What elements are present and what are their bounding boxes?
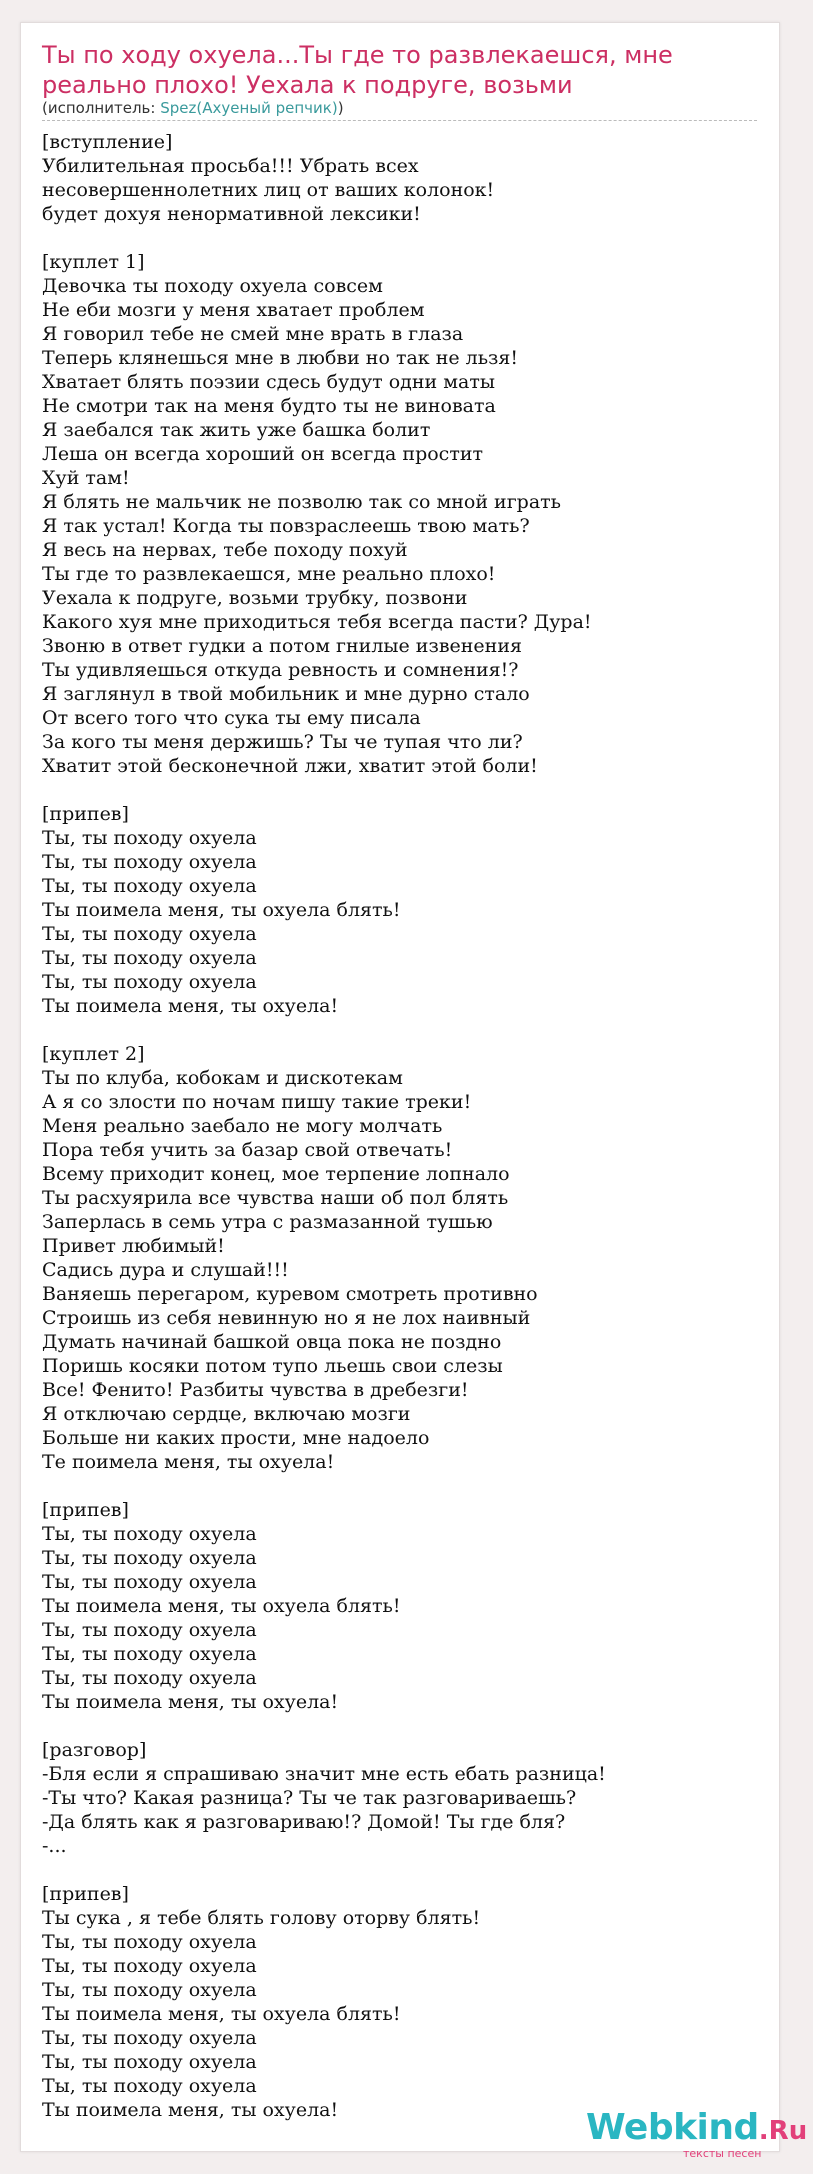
lyrics-line: [куплет 1] bbox=[42, 251, 145, 273]
lyrics-stanza bbox=[42, 130, 762, 226]
lyrics-line: Ты удивляешься откуда ревность и сомнения!? bbox=[42, 659, 519, 681]
lyrics-line: [вступление] bbox=[42, 131, 173, 153]
lyrics-line: -Ты что? Какая разница? Ты че так разговариваешь? bbox=[42, 1787, 577, 1809]
lyrics-line: Всему приходит конец, мое терпение лопнало bbox=[42, 1163, 510, 1185]
lyrics-line: Ты поимела меня, ты охуела блять! bbox=[42, 899, 401, 921]
artist-line bbox=[42, 99, 344, 117]
lyrics-line: Ты, ты походу охуела bbox=[42, 1931, 257, 1953]
lyrics-line: Ты, ты походу охуела bbox=[42, 2027, 257, 2049]
lyrics-stanza bbox=[42, 1882, 762, 2122]
lyrics-line: Ты, ты походу охуела bbox=[42, 947, 257, 969]
lyrics-line: Ты, ты походу охуела bbox=[42, 1667, 257, 1689]
lyrics-line: Строишь из себя невинную но я не лох наивный bbox=[42, 1307, 531, 1329]
lyrics-line: Думать начинай башкой овца пока не поздно bbox=[42, 1331, 502, 1353]
lyrics-line: Ты, ты походу охуела bbox=[42, 1619, 257, 1641]
lyrics-line: Ты поимела меня, ты охуела! bbox=[42, 995, 339, 1017]
lyrics-line: Заперлась в семь утра с размазанной тушью bbox=[42, 1211, 493, 1233]
lyrics-line: Ты где то развлекаешся, мне реально плохо! bbox=[42, 563, 496, 585]
lyrics-line: -Бля если я спрашиваю значит мне есть ебать разница! bbox=[42, 1763, 606, 1785]
lyrics-line: Ты, ты походу охуела bbox=[42, 1523, 257, 1545]
lyrics-line: Привет любимый! bbox=[42, 1235, 225, 1257]
lyrics-line: -Да блять как я разговариваю!? Домой! Ты где бля? bbox=[42, 1811, 566, 1833]
lyrics-stanza bbox=[42, 802, 762, 1018]
lyrics-line: Садись дура и слушай!!! bbox=[42, 1259, 289, 1281]
lyrics-line: Я заебался так жить уже башка болит bbox=[42, 419, 431, 441]
lyrics-line: Те поимела меня, ты охуела! bbox=[42, 1451, 335, 1473]
artist-link[interactable]: Spez(Ахуеный репчик) bbox=[160, 99, 338, 117]
lyrics-text bbox=[42, 130, 762, 2146]
lyrics-line: Ты, ты походу охуела bbox=[42, 827, 257, 849]
lyrics-line: Девочка ты походу охуела совсем bbox=[42, 275, 383, 297]
logo-domain: .Ru bbox=[758, 2116, 808, 2146]
lyrics-line: Ваняешь перегаром, куревом смотреть противно bbox=[42, 1283, 538, 1305]
lyrics-line: Ты, ты походу охуела bbox=[42, 1643, 257, 1665]
lyrics-stanza bbox=[42, 1738, 762, 1858]
page-title: Ты по ходу охуела...Ты где то развлекаешся, мне реально плохо! Уехала к подруге, возьми bbox=[42, 41, 673, 99]
lyrics-line: Ты по клуба, кобокам и дискотекам bbox=[42, 1067, 403, 1089]
lyrics-line: Я весь на нервах, тебе походу похуй bbox=[42, 539, 408, 561]
lyrics-line: Ты, ты походу охуела bbox=[42, 1571, 257, 1593]
lyrics-line: Пора тебя учить за базар свой отвечать! bbox=[42, 1139, 453, 1161]
site-logo[interactable] bbox=[586, 2107, 808, 2160]
lyrics-line: Я так устал! Когда ты повзраслеешь твою мать? bbox=[42, 515, 530, 537]
lyrics-line: Уехала к подруге, возьми трубку, позвони bbox=[42, 587, 468, 609]
lyrics-line: Ты поимела меня, ты охуела! bbox=[42, 1691, 339, 1713]
lyrics-line: [припев] bbox=[42, 1883, 129, 1905]
lyrics-line: Я говорил тебе не смей мне врать в глаза bbox=[42, 323, 464, 345]
lyrics-line: Ты, ты походу охуела bbox=[42, 2075, 257, 2097]
lyrics-line: Все! Фенито! Разбиты чувства в дребезги! bbox=[42, 1379, 469, 1401]
lyrics-line: Ты, ты походу охуела bbox=[42, 2051, 257, 2073]
lyrics-line: Поришь косяки потом тупо льешь свои слезы bbox=[42, 1355, 503, 1377]
lyrics-line: Я отключаю сердце, включаю мозги bbox=[42, 1403, 411, 1425]
lyrics-line: Меня реально заебало не могу молчать bbox=[42, 1115, 443, 1137]
content-card bbox=[20, 22, 808, 2160]
lyrics-stanza bbox=[42, 1042, 762, 1474]
artist-suffix: ) bbox=[337, 99, 344, 117]
lyrics-line: Ты сука , я тебе блять голову оторву блять! bbox=[42, 1907, 481, 1929]
lyrics-line: Леша он всегда хороший он всегда простит bbox=[42, 443, 483, 465]
lyrics-line: Звоню в ответ гудки а потом гнилые извенения bbox=[42, 635, 522, 657]
lyrics-line: Ты, ты походу охуела bbox=[42, 875, 257, 897]
lyrics-line: За кого ты меня держишь? Ты че тупая что ли? bbox=[42, 731, 523, 753]
lyrics-stanza bbox=[42, 1498, 762, 1714]
lyrics-line: Хватает блять поэзии сдесь будут одни маты bbox=[42, 371, 495, 393]
lyrics-line: Ты поимела меня, ты охуела блять! bbox=[42, 2003, 401, 2025]
lyrics-line: [припев] bbox=[42, 803, 129, 825]
lyrics-line: Ты, ты походу охуела bbox=[42, 851, 257, 873]
lyrics-line: Не еби мозги у меня хватает проблем bbox=[42, 299, 425, 321]
lyrics-line: [разговор] bbox=[42, 1739, 147, 1761]
lyrics-line: Хуй там! bbox=[42, 467, 130, 489]
lyrics-line: Я заглянул в твой мобильник и мне дурно стало bbox=[42, 683, 530, 705]
lyrics-line: От всего того что сука ты ему писала bbox=[42, 707, 421, 729]
lyrics-line: Больше ни каких прости, мне надоело bbox=[42, 1427, 430, 1449]
lyrics-line: Ты, ты походу охуела bbox=[42, 1547, 257, 1569]
lyrics-line: Ты поимела меня, ты охуела! bbox=[42, 2099, 339, 2121]
lyrics-line: Ты, ты походу охуела bbox=[42, 1979, 257, 2001]
lyrics-line: Убилительная просьба!!! Убрать всех bbox=[42, 155, 419, 177]
lyrics-line: Ты, ты походу охуела bbox=[42, 971, 257, 993]
lyrics-stanza bbox=[42, 250, 762, 778]
lyrics-line: [куплет 2] bbox=[42, 1043, 145, 1065]
lyrics-line: -... bbox=[42, 1835, 67, 1857]
lyrics-line: будет дохуя ненормативной лексики! bbox=[42, 203, 421, 225]
lyrics-line: А я со злости по ночам пишу такие треки! bbox=[42, 1091, 472, 1113]
lyrics-line: несовершеннолетних лиц от ваших колонок! bbox=[42, 179, 495, 201]
lyrics-line: Теперь клянешься мне в любви но так не льзя! bbox=[42, 347, 519, 369]
lyrics-line: Ты поимела меня, ты охуела блять! bbox=[42, 1595, 401, 1617]
lyrics-line: Не смотри так на меня будто ты не виновата bbox=[42, 395, 496, 417]
lyrics-line: Я блять не мальчик не позволю так со мной играть bbox=[42, 491, 562, 513]
logo-wordmark: Webkind bbox=[586, 2107, 759, 2148]
logo-tagline: тексты песен bbox=[683, 2147, 762, 2160]
lyrics-line: Ты, ты походу охуела bbox=[42, 1955, 257, 1977]
lyrics-line: [припев] bbox=[42, 1499, 129, 1521]
title-divider bbox=[42, 120, 757, 121]
lyrics-line: Ты расхуярила все чувства наши об пол блять bbox=[42, 1187, 509, 1209]
lyrics-line: Какого хуя мне приходиться тебя всегда пасти? Дура! bbox=[42, 611, 592, 633]
lyrics-line: Хватит этой бесконечной лжи, хватит этой боли! bbox=[42, 755, 538, 777]
lyrics-line: Ты, ты походу охуела bbox=[42, 923, 257, 945]
artist-prefix: (исполнитель: bbox=[42, 99, 161, 117]
